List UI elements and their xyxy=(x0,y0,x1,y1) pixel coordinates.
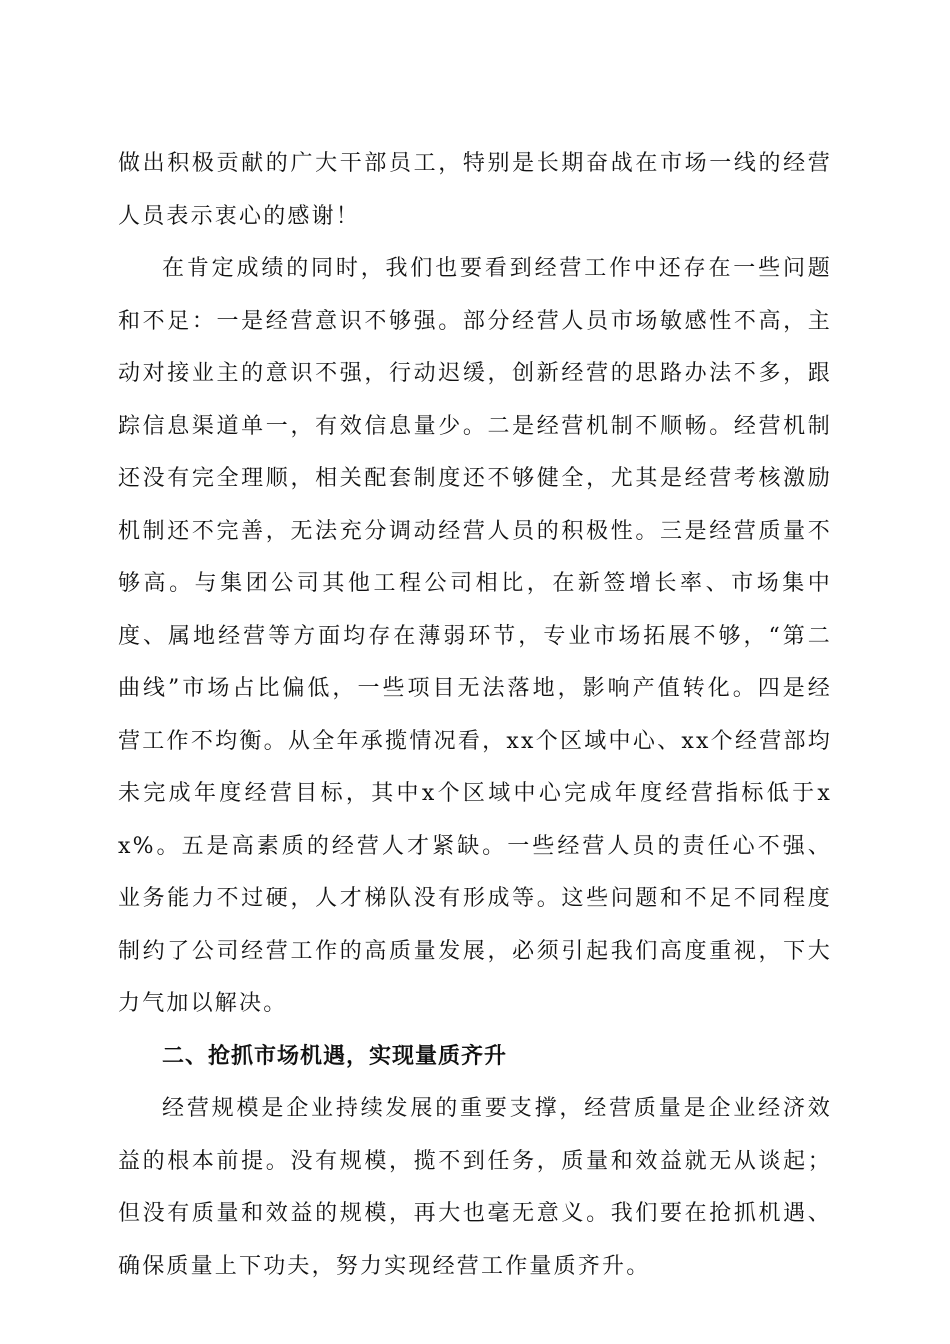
paragraph-problems: 在肯定成绩的同时，我们也要看到经营工作中还存在一些问题和不足：一是经营意识不够强。部分经营人员市场敏感性不高，主动对接业主的意识不强，行动迟缓，创新经营的思路办法不多，跟踪信息渠道单一，有效信息量少。二是经营机制不顺畅。经营机制还没有完全理顺，相关配套制度还不够健全，尤其是经营考核激励机制还不完善，无法充分调动经营人员的积极性。三是经营质量不够高。与集团公司其他工程公司相比，在新签增长率、市场集中度、属地经营等方面均存在薄弱环节，专业市场拓展不够，“第二曲线”市场占比偏低，一些项目无法落地，影响产值转化。四是经营工作不均衡。从全年承揽情况看，xx个区域中心、xx个经营部均未完成年度经营目标，其中x个区域中心完成年度经营指标低于xx%。五是高素质的经营人才紧缺。一些经营人员的责任心不强、业务能力不过硬，人才梯队没有形成等。这些问题和不足不同程度制约了公司经营工作的高质量发展，必须引起我们高度重视，下大力气加以解决。 xyxy=(118,256,832,1016)
paragraph-thanks: 做出积极贡献的广大干部员工，特别是长期奋战在市场一线的经营人员表示衷心的感谢！ xyxy=(118,151,832,229)
section-heading: 二、抢抓市场机遇，实现量质齐升 xyxy=(162,1043,508,1069)
paragraph-scale-quality: 经营规模是企业持续发展的重要支撑，经营质量是企业经济效益的根本前提。没有规模，揽不到任务，质量和效益就无从谈起；但没有质量和效益的规模，再大也毫无意义。我们要在抢抓机遇、确保质量上下功夫，努力实现经营工作量质齐升。 xyxy=(118,1096,832,1279)
document-body xyxy=(118,138,832,1293)
